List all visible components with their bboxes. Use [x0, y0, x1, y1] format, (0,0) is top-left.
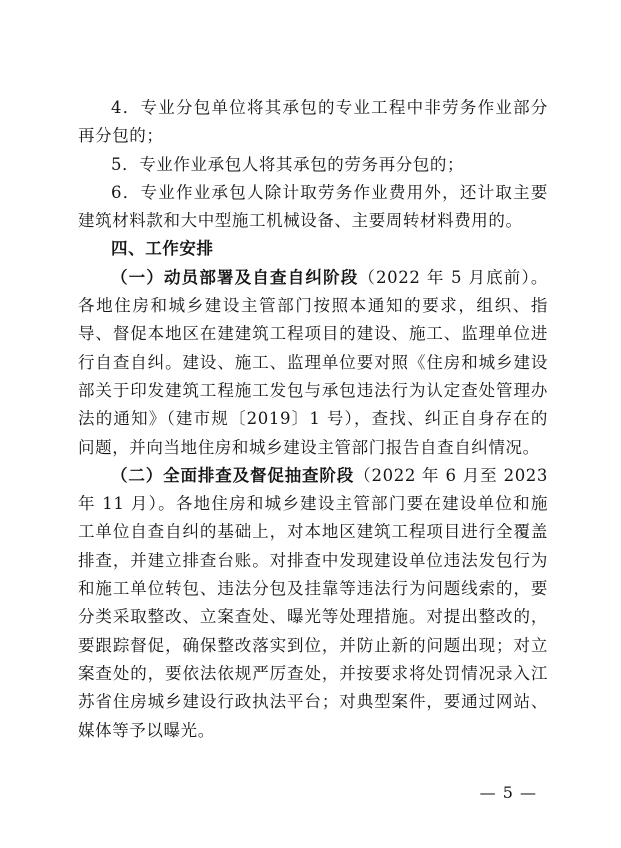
list-item: 6．专业作业承包人除计取劳务作业费用外，还计取主要建筑材料款和大中型施工机械设备、主要周转材料费用的。: [78, 182, 548, 231]
list-item: 4．专业分包单位将其承包的专业工程中非劳务作业部分再分包的；: [78, 98, 548, 146]
list-item: 5．专业作业承包人将其承包的劳务再分包的；: [111, 154, 465, 174]
paragraph-stage2-body: （2022 年 6 月至 2023 年 11 月）。各地住房和城乡建设主管部门要在建设单位和施工单位自查自纠的基础上，对本地区建筑工程项目进行全覆盖排查，并建立排查台账。对排查中发现建设单位违法发包行为和施工单位转包、违法分包及挂靠等违法行为问题线索的，要分类采取整改、立案查处、曝光等处理措施。对提出整改的，要跟踪督促，确保整改落实到位，并防止新的问题出现；对立案查处的，要依法依规严厉查处，并按要求将处罚情况录入江苏省住房城乡建设行政执法平台；对典型案件，要通过网站、媒体等予以曝光。: [78, 465, 548, 740]
section-heading: 四、工作安排: [111, 239, 214, 259]
paragraph-stage1: [78, 264, 548, 462]
page-number: — 5 —: [479, 783, 537, 802]
paragraph-stage2: [78, 462, 548, 745]
subheading-stage2: （二）全面排查及督促抽查阶段: [111, 465, 355, 485]
paragraph-stage1-body: （2022 年 5 月底前）。各地住房和城乡建设主管部门按照本通知的要求，组织、指导、督促本地区在建建筑工程项目的建设、施工、监理单位进行自查自纠。建设、施工、监理单位要对照《住房和城乡建设部关于印发建筑工程施工发包与承包违法行为认定查处管理办法的通知》（建市规〔2019〕1 号），查找、纠正自身存在的问题，并向当地住房和城乡建设主管部门报告自查自纠情况。: [78, 267, 548, 457]
subheading-stage1: （一）动员部署及自查自纠阶段: [111, 267, 359, 287]
document-body: [78, 94, 548, 745]
